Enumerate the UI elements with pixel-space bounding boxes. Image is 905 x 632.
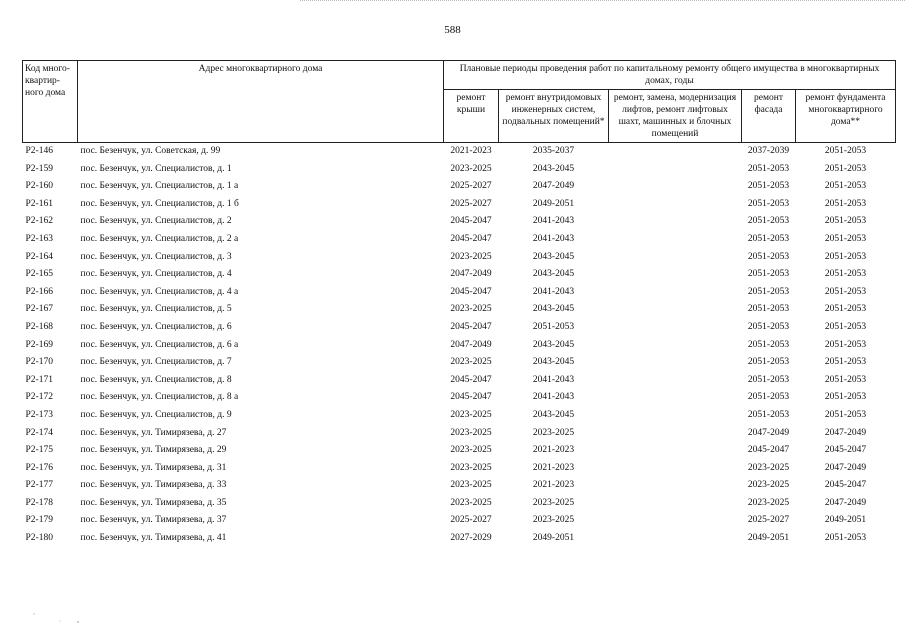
table-body	[23, 143, 896, 548]
cell-elevators	[609, 495, 742, 513]
cell-foundation: 2051-2053	[824, 321, 867, 332]
cell-roof: 2025-2027	[450, 181, 492, 192]
cell-facade: 2051-2053	[747, 339, 790, 350]
cell-utilities: 2041-2043	[532, 286, 575, 297]
cell-facade: 2051-2053	[747, 357, 790, 368]
cell-utilities: 2043-2045	[532, 251, 575, 262]
table-row	[23, 407, 896, 425]
table-row	[23, 161, 896, 179]
cell-elevators	[609, 530, 742, 548]
cell-address: пос. Безенчук, ул. Специалистов, д. 1 а	[80, 181, 239, 192]
cell-address: пос. Безенчук, ул. Специалистов, д. 5	[80, 304, 232, 315]
table-row	[23, 442, 896, 460]
table-row	[23, 196, 896, 214]
cell-foundation: 2051-2053	[824, 181, 867, 192]
cell-elevators	[609, 284, 742, 302]
table-row	[23, 266, 896, 284]
cell-roof: 2025-2027	[450, 198, 492, 209]
cell-address: пос. Безенчук, ул. Тимирязева, д. 31	[80, 462, 227, 473]
cell-utilities: 2043-2045	[532, 339, 575, 350]
cell-code: Р2-159	[25, 163, 53, 174]
cell-utilities: 2023-2025	[532, 427, 575, 438]
cell-foundation: 2047-2049	[824, 427, 867, 438]
cell-code: Р2-180	[25, 533, 53, 544]
cell-utilities: 2021-2023	[532, 445, 575, 456]
cell-roof: 2027-2029	[450, 533, 492, 544]
cell-utilities: 2041-2043	[532, 233, 575, 244]
cell-facade: 2051-2053	[747, 321, 790, 332]
repair-schedule-table	[22, 60, 896, 548]
cell-roof: 2047-2049	[450, 339, 492, 350]
cell-elevators	[609, 249, 742, 267]
cell-code: Р2-170	[25, 357, 53, 368]
cell-utilities: 2041-2043	[532, 216, 575, 227]
cell-elevators	[609, 213, 742, 231]
cell-address: пос. Безенчук, ул. Тимирязева, д. 27	[80, 427, 227, 438]
cell-elevators	[609, 231, 742, 249]
header-facade: ремонт фасада	[742, 90, 796, 143]
table-row	[23, 512, 896, 530]
cell-code: Р2-161	[25, 198, 53, 209]
cell-elevators	[609, 477, 742, 495]
cell-elevators	[609, 266, 742, 284]
cell-facade: 2023-2025	[747, 480, 790, 491]
cell-address: пос. Безенчук, ул. Специалистов, д. 2	[80, 216, 232, 227]
cell-elevators	[609, 178, 742, 196]
cell-foundation: 2051-2053	[824, 269, 867, 280]
header-foundation: ремонт фундамента многоквартирного дома**	[796, 90, 896, 143]
table-row	[23, 337, 896, 355]
cell-code: Р2-168	[25, 321, 53, 332]
header-code: Код много-квартир-ного дома	[23, 61, 78, 143]
cell-foundation: 2051-2053	[824, 216, 867, 227]
cell-foundation: 2045-2047	[824, 445, 867, 456]
cell-utilities: 2035-2037	[532, 146, 575, 156]
cell-address: пос. Безенчук, ул. Тимирязева, д. 29	[80, 445, 227, 456]
cell-utilities: 2043-2045	[532, 269, 575, 280]
cell-foundation: 2051-2053	[824, 146, 867, 156]
cell-roof: 2023-2025	[450, 427, 492, 438]
cell-utilities: 2043-2045	[532, 409, 575, 420]
cell-facade: 2047-2049	[747, 427, 790, 438]
scan-edge-line	[300, 0, 905, 2]
cell-utilities: 2047-2049	[532, 181, 575, 192]
header-address: Адрес многоквартирного дома	[78, 61, 444, 143]
cell-facade: 2051-2053	[747, 269, 790, 280]
table-row	[23, 460, 896, 478]
cell-foundation: 2051-2053	[824, 409, 867, 420]
cell-roof: 2021-2023	[450, 146, 492, 156]
cell-facade: 2051-2053	[747, 216, 790, 227]
cell-roof: 2023-2025	[450, 480, 492, 491]
cell-utilities: 2041-2043	[532, 374, 575, 385]
cell-facade: 2037-2039	[747, 146, 790, 156]
cell-facade: 2049-2051	[747, 533, 790, 544]
cell-code: Р2-169	[25, 339, 53, 350]
cell-elevators	[609, 425, 742, 443]
cell-address: пос. Безенчук, ул. Специалистов, д. 4 а	[80, 286, 239, 297]
cell-address: пос. Безенчук, ул. Специалистов, д. 8 а	[80, 392, 239, 403]
cell-elevators	[609, 143, 742, 161]
cell-address: пос. Безенчук, ул. Специалистов, д. 1 б	[80, 198, 239, 209]
cell-address: пос. Безенчук, ул. Тимирязева, д. 35	[80, 497, 227, 508]
page-number: 588	[444, 24, 461, 36]
cell-foundation: 2047-2049	[824, 497, 867, 508]
table-row	[23, 213, 896, 231]
cell-utilities: 2043-2045	[532, 304, 575, 315]
cell-elevators	[609, 301, 742, 319]
cell-utilities: 2043-2045	[532, 357, 575, 368]
cell-foundation: 2051-2053	[824, 198, 867, 209]
cell-code: Р2-165	[25, 269, 53, 280]
cell-foundation: 2051-2053	[824, 304, 867, 315]
cell-roof: 2023-2025	[450, 251, 492, 262]
cell-address: пос. Безенчук, ул. Тимирязева, д. 33	[80, 480, 227, 491]
cell-code: Р2-177	[25, 480, 53, 491]
cell-code: Р2-178	[25, 497, 53, 508]
cell-elevators	[609, 460, 742, 478]
header-planned-periods: Плановые периоды проведения работ по капитальному ремонту общего имущества в многоквартирных домах, годы	[444, 61, 896, 90]
cell-facade: 2051-2053	[747, 409, 790, 420]
cell-address: пос. Безенчук, ул. Специалистов, д. 1	[80, 163, 232, 174]
table-row	[23, 178, 896, 196]
cell-roof: 2045-2047	[450, 216, 492, 227]
header-utilities: ремонт внутридомовых инженерных систем, подвальных помещений*	[499, 90, 609, 143]
cell-roof: 2023-2025	[450, 462, 492, 473]
cell-facade: 2051-2053	[747, 286, 790, 297]
cell-address: пос. Безенчук, ул. Специалистов, д. 4	[80, 269, 232, 280]
table-row	[23, 143, 896, 161]
cell-address: пос. Безенчук, ул. Специалистов, д. 2 а	[80, 233, 239, 244]
table-row	[23, 389, 896, 407]
cell-code: Р2-160	[25, 181, 53, 192]
table-row	[23, 495, 896, 513]
cell-facade: 2051-2053	[747, 392, 790, 403]
cell-foundation: 2051-2053	[824, 251, 867, 262]
cell-roof: 2023-2025	[450, 409, 492, 420]
cell-elevators	[609, 389, 742, 407]
cell-utilities: 2021-2023	[532, 480, 575, 491]
cell-foundation: 2051-2053	[824, 374, 867, 385]
header-elevators: ремонт, замена, модернизация лифтов, ремонт лифтовых шахт, машинных и блочных помещений	[609, 90, 742, 143]
cell-address: пос. Безенчук, ул. Специалистов, д. 9	[80, 409, 232, 420]
cell-facade: 2051-2053	[747, 163, 790, 174]
cell-utilities: 2041-2043	[532, 392, 575, 403]
cell-roof: 2023-2025	[450, 445, 492, 456]
cell-code: Р2-167	[25, 304, 53, 315]
cell-facade: 2051-2053	[747, 251, 790, 262]
cell-foundation: 2045-2047	[824, 480, 867, 491]
cell-roof: 2045-2047	[450, 233, 492, 244]
cell-roof: 2023-2025	[450, 163, 492, 174]
cell-facade: 2051-2053	[747, 233, 790, 244]
cell-elevators	[609, 512, 742, 530]
cell-code: Р2-146	[25, 146, 53, 156]
cell-facade: 2045-2047	[747, 445, 790, 456]
table-row	[23, 301, 896, 319]
cell-address: пос. Безенчук, ул. Специалистов, д. 8	[80, 374, 232, 385]
table-row	[23, 477, 896, 495]
cell-code: Р2-176	[25, 462, 53, 473]
cell-facade: 2051-2053	[747, 304, 790, 315]
cell-utilities: 2023-2025	[532, 497, 575, 508]
cell-address: пос. Безенчук, ул. Тимирязева, д. 41	[80, 533, 227, 544]
cell-foundation: 2051-2053	[824, 533, 867, 544]
cell-address: пос. Безенчук, ул. Специалистов, д. 6 а	[80, 339, 239, 350]
cell-address: пос. Безенчук, ул. Специалистов, д. 3	[80, 251, 232, 262]
cell-facade: 2025-2027	[747, 515, 790, 526]
cell-facade: 2051-2053	[747, 181, 790, 192]
cell-facade: 2051-2053	[747, 374, 790, 385]
cell-foundation: 2049-2051	[824, 515, 867, 526]
cell-elevators	[609, 196, 742, 214]
cell-code: Р2-172	[25, 392, 53, 403]
cell-roof: 2023-2025	[450, 357, 492, 368]
cell-foundation: 2047-2049	[824, 462, 867, 473]
cell-utilities: 2021-2023	[532, 462, 575, 473]
cell-roof: 2045-2047	[450, 286, 492, 297]
cell-address: пос. Безенчук, ул. Специалистов, д. 7	[80, 357, 232, 368]
cell-foundation: 2051-2053	[824, 357, 867, 368]
cell-code: Р2-163	[25, 233, 53, 244]
cell-facade: 2023-2025	[747, 497, 790, 508]
cell-address: пос. Безенчук, ул. Специалистов, д. 6	[80, 321, 232, 332]
cell-foundation: 2051-2053	[824, 286, 867, 297]
cell-elevators	[609, 407, 742, 425]
cell-foundation: 2051-2053	[824, 233, 867, 244]
cell-code: Р2-179	[25, 515, 53, 526]
cell-address: пос. Безенчук, ул. Тимирязева, д. 37	[80, 515, 227, 526]
cell-utilities: 2049-2051	[532, 533, 575, 544]
table-row	[23, 249, 896, 267]
cell-roof: 2047-2049	[450, 269, 492, 280]
cell-utilities: 2051-2053	[532, 321, 575, 332]
cell-code: Р2-173	[25, 409, 53, 420]
cell-utilities: 2049-2051	[532, 198, 575, 209]
table-row	[23, 372, 896, 390]
cell-code: Р2-175	[25, 445, 53, 456]
cell-foundation: 2051-2053	[824, 339, 867, 350]
cell-elevators	[609, 372, 742, 390]
table-row	[23, 284, 896, 302]
cell-elevators	[609, 354, 742, 372]
cell-roof: 2023-2025	[450, 497, 492, 508]
cell-elevators	[609, 161, 742, 179]
cell-elevators	[609, 319, 742, 337]
cell-elevators	[609, 442, 742, 460]
cell-facade: 2051-2053	[747, 198, 790, 209]
cell-roof: 2045-2047	[450, 374, 492, 385]
cell-roof: 2023-2025	[450, 304, 492, 315]
cell-roof: 2025-2027	[450, 515, 492, 526]
header-roof: ремонт крыши	[444, 90, 499, 143]
cell-code: Р2-166	[25, 286, 53, 297]
cell-utilities: 2043-2045	[532, 163, 575, 174]
table-row	[23, 319, 896, 337]
cell-code: Р2-174	[25, 427, 53, 438]
scan-specks	[30, 606, 90, 626]
cell-roof: 2045-2047	[450, 392, 492, 403]
cell-foundation: 2051-2053	[824, 163, 867, 174]
cell-roof: 2045-2047	[450, 321, 492, 332]
table-row	[23, 425, 896, 443]
cell-code: Р2-171	[25, 374, 53, 385]
cell-code: Р2-162	[25, 216, 53, 227]
table-row	[23, 354, 896, 372]
table-row	[23, 231, 896, 249]
cell-utilities: 2023-2025	[532, 515, 575, 526]
cell-address: пос. Безенчук, ул. Советская, д. 99	[80, 146, 221, 156]
cell-elevators	[609, 337, 742, 355]
cell-facade: 2023-2025	[747, 462, 790, 473]
cell-foundation: 2051-2053	[824, 392, 867, 403]
table-row	[23, 530, 896, 548]
cell-code: Р2-164	[25, 251, 53, 262]
